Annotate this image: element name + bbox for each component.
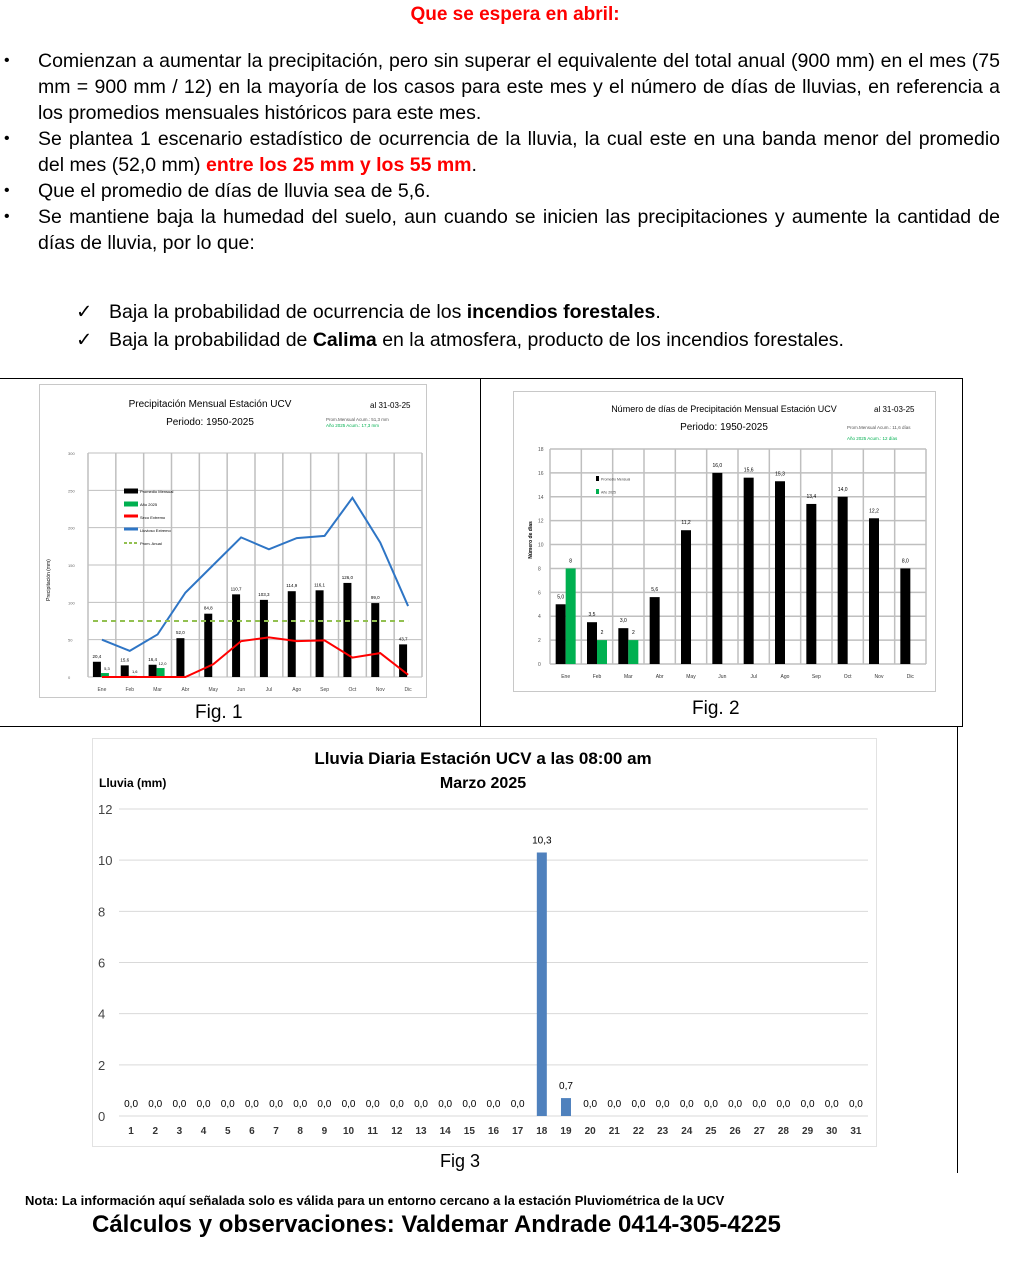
- fig3-xtick: 24: [681, 1126, 693, 1137]
- fig2-xtick: Jun: [718, 674, 727, 680]
- fig2-ytick: 4: [538, 614, 541, 621]
- fig2-bar-2025-label: 2: [600, 630, 604, 637]
- fig1-bar-promedio: [371, 603, 379, 677]
- fig3-bar-label: 0,0: [752, 1099, 767, 1110]
- fig2-chart: [513, 391, 936, 692]
- fig2-bar-2025: [566, 568, 576, 664]
- fig3-bar-label: 0,0: [776, 1099, 791, 1110]
- bullet-item: [0, 178, 1000, 204]
- check-item: [76, 326, 844, 354]
- fig3-bar-label: 0,0: [148, 1099, 163, 1110]
- fig1-bar-promedio: [176, 638, 184, 677]
- fig3-bar-label: 0,0: [172, 1099, 187, 1110]
- checkmark-icon: ✓: [76, 301, 93, 323]
- fig2-ytick: 16: [538, 470, 544, 477]
- fig1-bar-label: 84,8: [203, 605, 213, 611]
- fig1-chart: [39, 384, 427, 698]
- fig2-bar-2025-label: 8: [569, 558, 573, 565]
- fig2-bar-2025: [597, 640, 607, 664]
- fig3-xtick: 3: [176, 1126, 183, 1137]
- fig2-xtick: May: [686, 674, 696, 680]
- fig1-xtick: Ago: [292, 687, 302, 693]
- fig3-ytick: 4: [98, 1006, 106, 1022]
- fig2-legend-swatch: [596, 476, 599, 481]
- bullet-icon: •: [4, 130, 10, 147]
- fig1-ytick: 100: [68, 600, 75, 606]
- fig3-bar-label: 0,0: [703, 1099, 718, 1110]
- fig2-bar-promedio: [869, 518, 879, 664]
- bullet-highlight: entre los 25 mm y los 55 mm: [205, 154, 472, 176]
- fig2-bar-promedio: [618, 628, 628, 664]
- fig2-ytick: 8: [538, 566, 541, 573]
- fig3-xtick: 6: [249, 1126, 255, 1137]
- fig1-legend-swatch: [124, 528, 138, 531]
- fig1-bar-promedio: [121, 665, 129, 677]
- fig1-bar-label: 15,6: [120, 657, 130, 663]
- fig1-ylabel: Precipitación (mm): [46, 559, 52, 601]
- fig2-bar-promedio: [712, 473, 722, 664]
- fig3-xtick: 14: [439, 1126, 451, 1137]
- fig3-xtick: 10: [342, 1126, 355, 1137]
- fig3-xtick: 5: [224, 1126, 231, 1137]
- fig1-legend-swatch: [124, 515, 138, 518]
- fig2-xtick: Feb: [592, 674, 602, 680]
- fig2-bar-promedio: [775, 481, 785, 664]
- fig3-xtick: 4: [200, 1126, 207, 1137]
- fig2-bar-label: 5,0: [557, 594, 565, 601]
- fig3-xtick: 26: [729, 1126, 741, 1137]
- check-text: Baja la probabilidad de ocurrencia de los: [109, 301, 467, 323]
- fig3-bar: [561, 1098, 571, 1116]
- check-bold: incendios forestales: [466, 301, 656, 323]
- fig2-ylabel: Número de días: [528, 521, 534, 559]
- fig3-bar-label: 0,0: [655, 1099, 670, 1110]
- fig2-caption: Fig. 2: [692, 698, 740, 719]
- fig3-xtick: 28: [777, 1126, 789, 1137]
- bullet-text: Se plantea 1 escenario estadístico de ocurrencia de la lluvia, la cual este en una banda menor del promedio del mes (52,0 mm): [38, 128, 1000, 176]
- fig1-subtitle: Periodo: 1950-2025: [166, 417, 254, 428]
- fig1-bar-promedio: [316, 590, 324, 677]
- fig2-bar-2025: [628, 640, 638, 664]
- fig3-xtick: 27: [753, 1126, 765, 1137]
- fig1-bar-promedio: [93, 662, 101, 677]
- fig1-xtick: May: [208, 687, 218, 693]
- fig1-xtick: Jul: [265, 687, 273, 693]
- fig1-bar-2025: [157, 668, 165, 677]
- bullet-list: [0, 48, 1000, 256]
- fig1-legend-label: Seco Extremo: [140, 515, 166, 520]
- fig2-svg: [514, 392, 935, 691]
- bullet-icon: •: [4, 52, 10, 69]
- fig2-bar-label: 3,0: [619, 618, 627, 625]
- fig2-bar-label: 5,6: [651, 587, 659, 594]
- checkmark-icon: ✓: [76, 329, 93, 351]
- fig3-xtick: 21: [608, 1126, 620, 1137]
- fig3-xtick: 22: [632, 1126, 645, 1137]
- fig2-bar-label: 3,5: [588, 612, 596, 619]
- fig2-bar-label: 15,3: [775, 471, 785, 478]
- check-text: Baja la probabilidad de: [109, 329, 313, 351]
- check-text-end: .: [655, 301, 661, 323]
- fig1-legend-swatch: [124, 502, 138, 507]
- fig2-bar-label: 13,4: [806, 493, 817, 500]
- fig2-xtick: Mar: [624, 674, 633, 680]
- check-list: [76, 298, 844, 354]
- fig2-xtick: Ago: [780, 674, 790, 680]
- check-item: [76, 298, 844, 326]
- fig3-ytick: 8: [98, 904, 106, 920]
- fig3-bar-label: 0,0: [583, 1099, 598, 1110]
- fig3-xtick: 17: [512, 1126, 524, 1137]
- fig3-bar-label: 0,0: [631, 1099, 646, 1110]
- fig3-xtick: 9: [321, 1126, 328, 1137]
- fig3-chart: [92, 738, 877, 1147]
- fig2-bar-promedio: [650, 597, 660, 664]
- fig1-title: Precipitación Mensual Estación UCV: [128, 399, 292, 410]
- fig2-note1: Prom.Mensual Acum.: 11,6 días: [847, 425, 911, 430]
- fig3-bar-label: 0,0: [293, 1099, 308, 1110]
- fig3-bar-label: 0,0: [679, 1099, 694, 1110]
- bullet-item: [0, 48, 1000, 126]
- fig2-bar-label: 14,0: [837, 486, 848, 493]
- fig2-legend-swatch: [596, 489, 599, 494]
- fig1-xtick: Jun: [237, 687, 246, 693]
- fig3-bar-label: 0,0: [365, 1099, 380, 1110]
- bullet-text: Comienzan a aumentar la precipitación, pero sin superar el equivalente del total anual (900 mm) en el mes (75 mm = 900 mm / 12) en la mayoría de los casos para este mes y el número de días de lluvias, en referencia a los promedios mensuales históricos para este mes.: [38, 50, 1000, 124]
- fig1-bar-promedio: [149, 665, 157, 677]
- fig3-xtick: 11: [367, 1126, 378, 1137]
- fig3-bar-label: 0,0: [824, 1099, 839, 1110]
- fig1-bar-label: 52,0: [176, 630, 185, 636]
- fig1-note1: Prom.Mensual Acum.: 51,3 mm: [326, 417, 389, 422]
- fig3-xtick: 29: [802, 1126, 814, 1137]
- fig2-bar-promedio: [681, 530, 691, 664]
- fig1-bar-label: 110,7: [230, 586, 242, 592]
- fig3-title: Lluvia Diaria Estación UCV a las 08:00 am: [314, 749, 652, 768]
- fig2-bar-promedio: [587, 622, 597, 664]
- fig3-xtick: 8: [297, 1126, 303, 1137]
- fig2-ytick: 6: [538, 590, 541, 597]
- fig2-bar-label: 12,2: [869, 508, 879, 515]
- fig3-bar-label: 0,0: [486, 1099, 501, 1110]
- fig2-ytick: 12: [538, 518, 544, 525]
- fig3-xtick: 16: [487, 1126, 500, 1137]
- fig1-bar-promedio: [343, 583, 351, 677]
- fig1-legend-label: Año 2025: [140, 502, 158, 507]
- fig2-bar-2025-label: 2: [631, 630, 635, 637]
- fig1-xtick: Dic: [404, 687, 412, 693]
- fig2-legend-label: Año 2025: [601, 490, 616, 495]
- fig2-ytick: 14: [538, 494, 544, 501]
- fig2-note2: Año 2025 Acum.: 12 días: [847, 436, 898, 441]
- fig2-subtitle: Periodo: 1950-2025: [680, 422, 768, 433]
- bullet-text: Se mantiene baja la humedad del suelo, aun cuando se inicien las precipitaciones y aumente la cantidad de días de lluvia, por lo que:: [38, 206, 1000, 254]
- fig1-ytick: 150: [68, 563, 75, 568]
- fig3-bar-label: 10,3: [532, 835, 552, 847]
- fig3-bar-label: 0,0: [220, 1099, 235, 1110]
- fig1-legend-swatch: [124, 489, 138, 494]
- fig1-legend-label: Lluvioso Extremo: [140, 528, 171, 533]
- fig2-bar-label: 16,0: [712, 462, 723, 469]
- fig3-bar-label: 0,0: [389, 1099, 404, 1110]
- fig3-xtick: 15: [463, 1126, 475, 1137]
- fig3-xtick: 23: [657, 1126, 669, 1137]
- fig3-xtick: 18: [536, 1126, 548, 1137]
- fig1-legend-label: Prom. Anual: [140, 541, 162, 546]
- fig2-bar-promedio: [838, 497, 848, 664]
- fig2-date: al 31-03-25: [874, 405, 915, 414]
- fig3-xtick: 25: [705, 1126, 717, 1137]
- fig2-xtick: Dic: [906, 674, 914, 680]
- fig1-ytick: 50: [68, 637, 73, 643]
- fig1-bar-label: 114,9: [286, 583, 298, 589]
- bullet-text-end: .: [471, 154, 477, 176]
- fig3-ytick: 0: [98, 1109, 106, 1124]
- fig2-legend-label: Promedio Mensual: [601, 477, 631, 482]
- fig1-xtick: Sep: [320, 687, 330, 693]
- fig3-bar-label: 0,0: [848, 1099, 863, 1110]
- page-title: Que se espera en abril:: [410, 4, 620, 25]
- fig3-xtick: 7: [273, 1126, 279, 1137]
- fig2-bar-label: 11,2: [681, 520, 691, 527]
- fig2-bar-promedio: [744, 478, 754, 664]
- fig2-xtick: Oct: [843, 674, 852, 680]
- fig1-bar-2025-label: 5,3: [104, 666, 110, 672]
- fig3-bar-label: 0,0: [341, 1099, 356, 1110]
- check-bold: Calima: [312, 329, 377, 351]
- fig3-xtick: 31: [850, 1126, 862, 1137]
- fig1-bar-label: 43,7: [398, 636, 408, 642]
- fig1-bar-2025-label: 1,6: [131, 668, 138, 674]
- fig1-ytick: 200: [68, 525, 75, 531]
- fig3-xtick: 13: [415, 1126, 427, 1137]
- fig1-caption: Fig. 1: [195, 702, 243, 723]
- fig3-svg: [93, 739, 876, 1146]
- fig1-xtick: Nov: [375, 687, 385, 693]
- figure-divider: [480, 378, 481, 726]
- fig1-legend-label: Promedio Mensual: [140, 489, 174, 494]
- fig3-bar-label: 0,0: [317, 1099, 332, 1110]
- fig1-xtick: Ene: [97, 687, 107, 693]
- fig3-xtick: 19: [560, 1126, 572, 1137]
- fig1-xtick: Feb: [125, 687, 135, 693]
- fig3-xtick: 2: [152, 1126, 159, 1137]
- fig3-subtitle: Marzo 2025: [439, 775, 527, 792]
- fig2-bar-promedio: [806, 504, 816, 664]
- fig3-bar: [537, 852, 547, 1116]
- footer-credits: Cálculos y observaciones: Valdemar Andrade 0414-305-4225: [92, 1211, 781, 1238]
- fig3-bar-label: 0,0: [414, 1099, 428, 1110]
- fig1-bar-2025-label: 12,0: [158, 661, 167, 667]
- fig2-bar-label: 15,6: [743, 467, 754, 474]
- fig2-xtick: Ene: [561, 674, 571, 680]
- fig3-ytick: 12: [98, 802, 113, 817]
- fig1-bar-label: 99,0: [370, 595, 380, 601]
- fig3-xtick: 12: [391, 1126, 403, 1137]
- fig2-ytick: 10: [538, 542, 544, 549]
- fig3-bar-label: 0,0: [124, 1099, 139, 1110]
- fig1-bar-label: 103,3: [258, 591, 270, 597]
- fig2-bar-promedio: [900, 568, 910, 664]
- fig1-bar-label: 20,4: [92, 653, 102, 659]
- fig3-bar-label: 0,0: [244, 1099, 259, 1110]
- bullet-text: Que el promedio de días de lluvia sea de 5,6.: [38, 180, 431, 202]
- fig1-xtick: Mar: [153, 687, 162, 693]
- fig3-caption: Fig 3: [440, 1151, 481, 1171]
- fig3-bar-label: 0,0: [728, 1099, 743, 1110]
- fig3-bar-label: 0,0: [438, 1099, 453, 1110]
- bullet-item: [0, 204, 1000, 256]
- fig1-xtick: Oct: [348, 687, 357, 693]
- fig1-xtick: Abr: [181, 687, 190, 693]
- fig2-xtick: Sep: [811, 674, 821, 680]
- fig3-ylabel: Lluvia (mm): [99, 776, 167, 790]
- fig3-bar-label: 0,0: [196, 1099, 211, 1110]
- fig3-ytick: 6: [98, 955, 106, 971]
- fig2-bar-promedio: [556, 604, 566, 664]
- fig2-xtick: Jul: [750, 674, 757, 680]
- check-text-end: en la atmosfera, producto de los incendios forestales.: [376, 329, 844, 351]
- fig3-bar-label: 0,0: [607, 1099, 622, 1110]
- fig1-bar-label: 16,4: [148, 656, 157, 662]
- fig3-ytick: 2: [98, 1057, 106, 1073]
- bullet-icon: •: [4, 208, 10, 225]
- fig2-bar-label: 8,0: [901, 558, 909, 565]
- footer-note: Nota: La información aquí señalada solo es válida para un entorno cercano a la estación Pluviométrica de la UCV: [25, 1193, 725, 1208]
- fig3-xtick: 20: [584, 1126, 596, 1137]
- bullet-icon: •: [4, 182, 10, 199]
- fig2-xtick: Abr: [655, 674, 664, 680]
- fig2-xtick: Nov: [874, 674, 884, 680]
- fig3-bar-label: 0,0: [800, 1099, 815, 1110]
- figure-frame-right: [957, 726, 958, 1173]
- fig2-ytick: 18: [538, 447, 544, 453]
- fig2-ytick: 0: [538, 662, 541, 668]
- fig1-date: al 31-03-25: [370, 401, 411, 410]
- fig1-note2: Año 2025 Acum.: 17,3 mm: [326, 423, 380, 428]
- fig1-bar-label: 126,0: [341, 574, 354, 580]
- fig3-xtick: 1: [128, 1126, 134, 1137]
- fig3-bar-label: 0,0: [269, 1099, 284, 1110]
- bullet-item: [0, 126, 1000, 178]
- fig1-ytick: 300: [68, 451, 75, 456]
- fig2-title: Número de días de Precipitación Mensual Estación UCV: [611, 404, 837, 414]
- fig2-ytick: 2: [538, 638, 541, 645]
- fig1-bar-promedio: [288, 591, 296, 677]
- fig3-ytick: 10: [98, 853, 113, 869]
- fig1-svg: [40, 385, 426, 697]
- fig3-bar-label: 0,0: [510, 1099, 525, 1110]
- fig1-ytick: 0: [68, 675, 71, 680]
- fig1-bar-promedio: [232, 594, 240, 677]
- fig3-bar-label: 0,7: [559, 1081, 573, 1093]
- fig3-xtick: 30: [826, 1126, 838, 1137]
- fig3-bar-label: 0,0: [462, 1099, 477, 1110]
- fig1-bar-label: 116,1: [314, 582, 326, 588]
- fig1-ytick: 250: [68, 488, 75, 494]
